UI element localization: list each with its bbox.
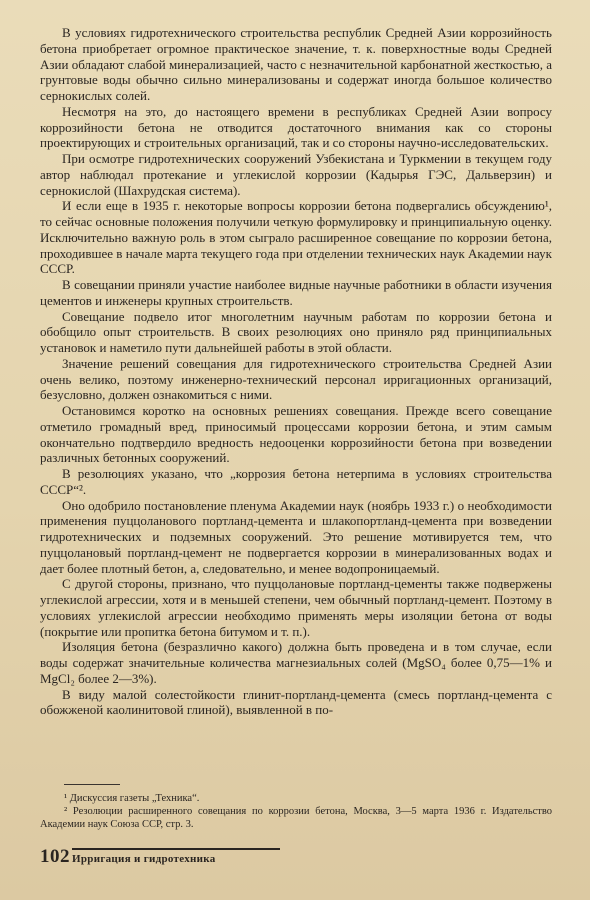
paragraph-4: И если еще в 1935 г. некоторые вопросы коррозии бетона подвергались обсуждению¹, то сейчас основные положения получили четкую формулировку и принципиальную оценку. Исключительно важную роль в этом сыграло расширенное совещание по коррозии бетона, проходившее в начале марта текущего года при отделении технических наук Академии наук СССР. <box>40 198 552 277</box>
paragraph-3: При осмотре гидротехнических сооружений Узбекистана и Туркмении в текущем году автор наблюдал протекание и углекислой коррозии (Кадырья ГЭС, Дальверзин) и сернокислой (Шахрудская система). <box>40 151 552 198</box>
footnote-2: ² Резолюции расширенного совещания по коррозии бетона, Москва, 3—5 марта 1936 г. Издательство Академии наук Союза ССР, стр. 3. <box>40 806 552 830</box>
paragraph-7: Значение решений совещания для гидротехнического строительства Средней Азии очень велико, поэтому инженерно-технический персонал ирригационных организаций, безусловно, должен ознакомиться с ними. <box>40 355 552 403</box>
paragraph-9: В резолюциях указано, что „коррозия бетона нетерпима в условиях строительства СССР“². <box>40 466 552 497</box>
article-body <box>40 25 552 718</box>
paragraph-8: Остановимся коротко на основных решениях совещания. Прежде всего совещание отметило громадный вред, приносимый процессами коррозии бетона, и этим самым окончательно подтвердило вредность недооценки коррозийности бетона при возведении различных бетонных сооружений. <box>40 403 552 466</box>
paragraph-1: В условиях гидротехнического строительства республик Средней Азии коррозийность бетона приобретает огромное практическое значение, т. к. поверхностные воды Средней Азии обладают слабой минерализацией, часто с незначительной карбонатной жесткостью, а грунтовые воды обычно сильно минерализованы и содержат иногда большое количество сернокислых солей. <box>40 25 552 103</box>
page-number: 102 <box>40 846 70 867</box>
footnote-divider <box>64 784 120 785</box>
journal-title: Ирригация и гидротехника <box>72 853 216 865</box>
paragraph-13: В виду малой солестойкости глинит-портланд-цемента (смесь портланд-цемента с обожженой каолинитовой глиной), выявленной в по- <box>40 686 552 718</box>
footnotes <box>40 792 552 831</box>
footnote-1: ¹ Дискуссия газеты „Техника“. <box>64 793 200 804</box>
paragraph-6: Совещание подвело итог многолетним научным работам по коррозии бетона и обобщило опыт строительств. В своих резолюциях оно приняло ряд принципиальных установок и наметило пути дальнейшей работы в этой области. <box>40 308 552 355</box>
paragraph-2: Несмотря на это, до настоящего времени в республиках Средней Азии вопросу коррозийности бетона не отводится достаточного внимания как со стороны проектирующих и строительных организаций, так и со стороны научно-исследовательских. <box>40 103 552 151</box>
paragraph-12: Изоляция бетона (безразлично какого) должна быть проведена и в том случае, если воды содержат значительные количества магнезиальных солей (MgSO₄ более 0,75—1% и MgCl₂ более 2—3%). <box>40 639 552 686</box>
paragraph-11: С другой стороны, признано, что пуццолановые портланд-цементы также подвержены углекислой агрессии, хотя и в меньшей степени, чем обычный портланд-цемент. Поэтому в условиях углекислой агрессии необходимо применять меры изоляции бетона от воды (покрытие или пропитка бетона битумом и т. п.). <box>40 576 552 639</box>
paragraph-10: Оно одобрило постановление пленума Академии наук (ноябрь 1933 г.) о необходимости применения пуццоланового портланд-цемента и шлакопортланд-цемента при возведении гидротехнических и подземных сооружений. Это решение мотивируется тем, что пуццолановый портланд-цемент не подвергается коррозии в минерализованных водах и дает более плотный бетон, а, следовательно, и менее водопроницаемый. <box>40 497 552 576</box>
page-footer <box>40 846 552 870</box>
paragraph-5: В совещании приняли участие наиболее видные научные работники в области изучения цементов и инженеры крупных строительств. <box>40 277 552 308</box>
footer-rule <box>72 848 280 850</box>
